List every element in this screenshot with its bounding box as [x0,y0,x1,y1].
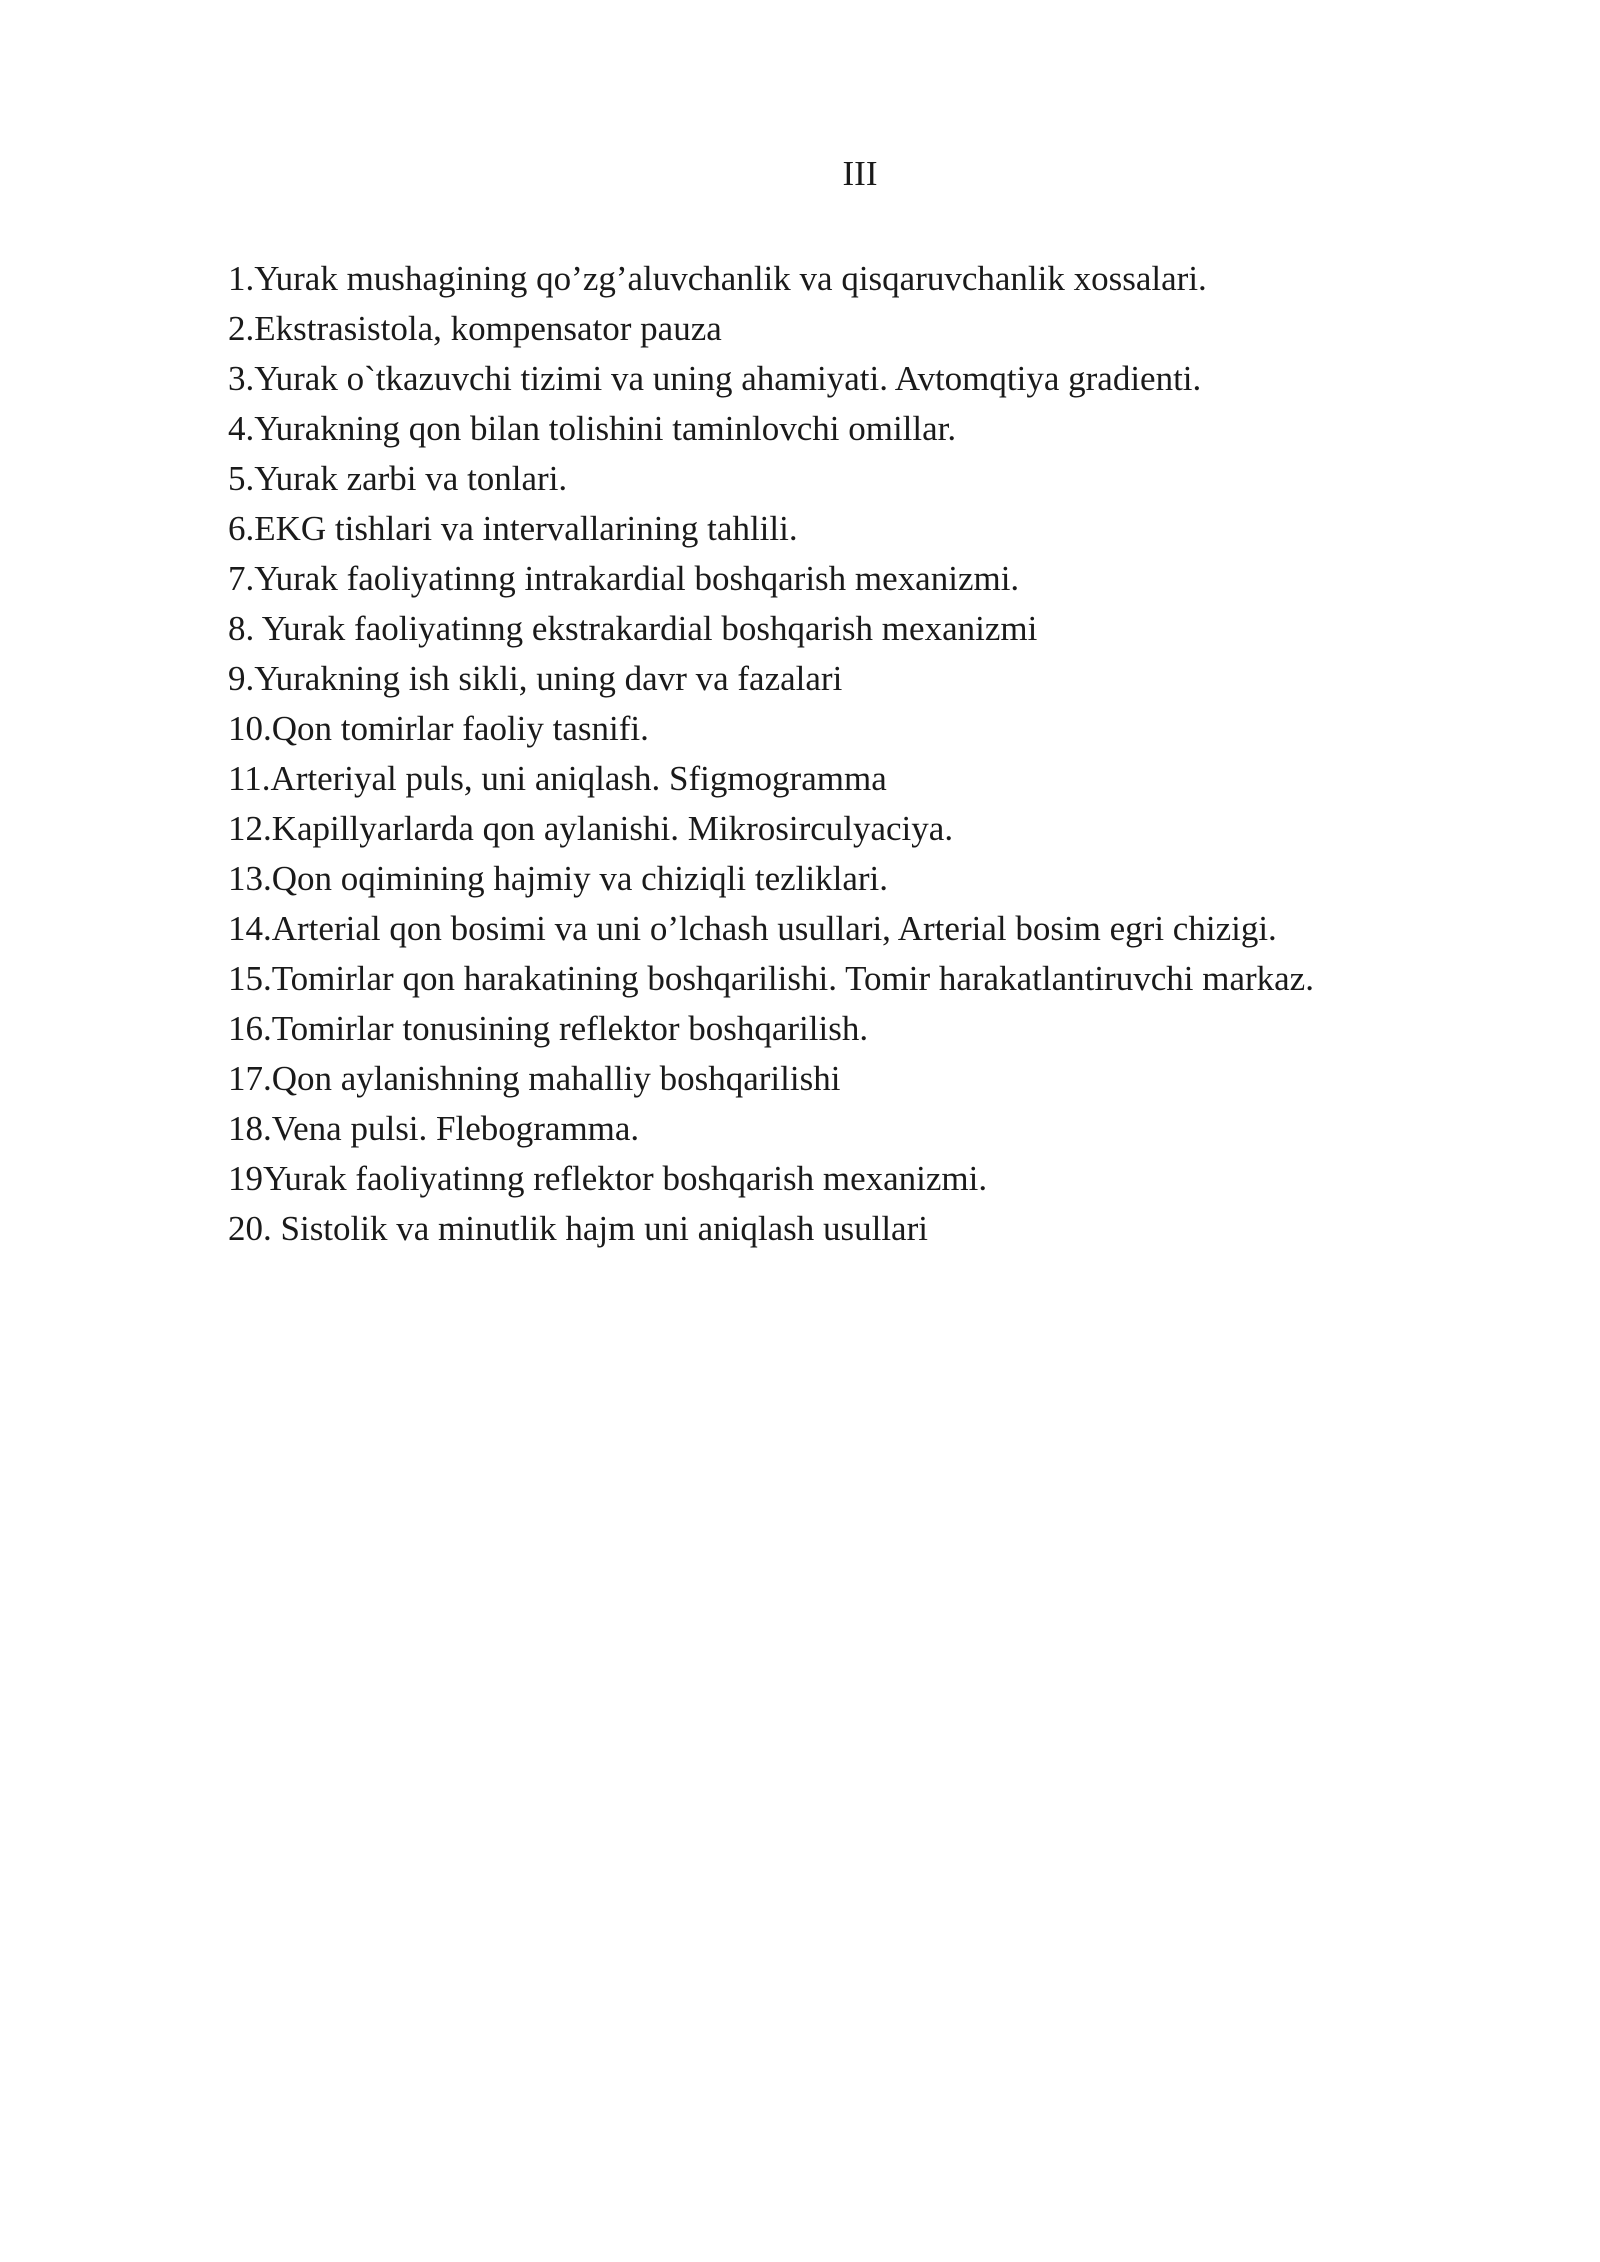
question-item: 16.Tomirlar tonusining reflektor boshqarilish. [228,1009,869,1048]
question-item: 19Yurak faoliyatinng reflektor boshqarish mexanizmi. [228,1159,988,1198]
question-item: 4.Yurakning qon bilan tolishini taminlovchi omillar. [228,409,957,448]
question-item: 11.Arteriyal puls, uni aniqlash. Sfigmogramma [228,759,887,798]
question-item: 12.Kapillyarlarda qon aylanishi. Mikrosirculyaciya. [228,809,954,848]
question-item: 2.Ekstrasistola, kompensator pauza [228,309,722,348]
question-item: 15.Tomirlar qon harakatining boshqarilishi. Tomir harakatlantiruvchi markaz. [228,959,1314,998]
question-item: 5.Yurak zarbi va tonlari. [228,459,568,498]
section-heading: III [842,154,878,193]
question-item: 10.Qon tomirlar faoliy tasnifi. [228,709,649,748]
question-item: 13.Qon oqimining hajmiy va chiziqli tezliklari. [228,859,889,898]
question-item: 18.Vena pulsi. Flebogramma. [228,1109,640,1148]
question-item: 3.Yurak o`tkazuvchi tizimi va uning ahamiyati. Avtomqtiya gradienti. [228,359,1202,398]
question-item: 9.Yurakning ish sikli, uning davr va fazalari [228,659,843,698]
question-list [228,254,1528,1254]
question-item: 20. Sistolik va minutlik hajm uni aniqlash usullari [228,1209,928,1248]
question-item: 6.EKG tishlari va intervallarining tahlili. [228,509,798,548]
question-item: 14.Arterial qon bosimi va uni o’lchash usullari, Arterial bosim egri chizigi. [228,909,1277,948]
question-item: 1.Yurak mushagining qo’zg’aluvchanlik va qisqaruvchanlik xossalari. [228,259,1207,298]
question-item: 17.Qon aylanishning mahalliy boshqarilishi [228,1059,841,1098]
question-item: 8. Yurak faoliyatinng ekstrakardial boshqarish mexanizmi [228,609,1038,648]
question-item: 7.Yurak faoliyatinng intrakardial boshqarish mexanizmi. [228,559,1020,598]
